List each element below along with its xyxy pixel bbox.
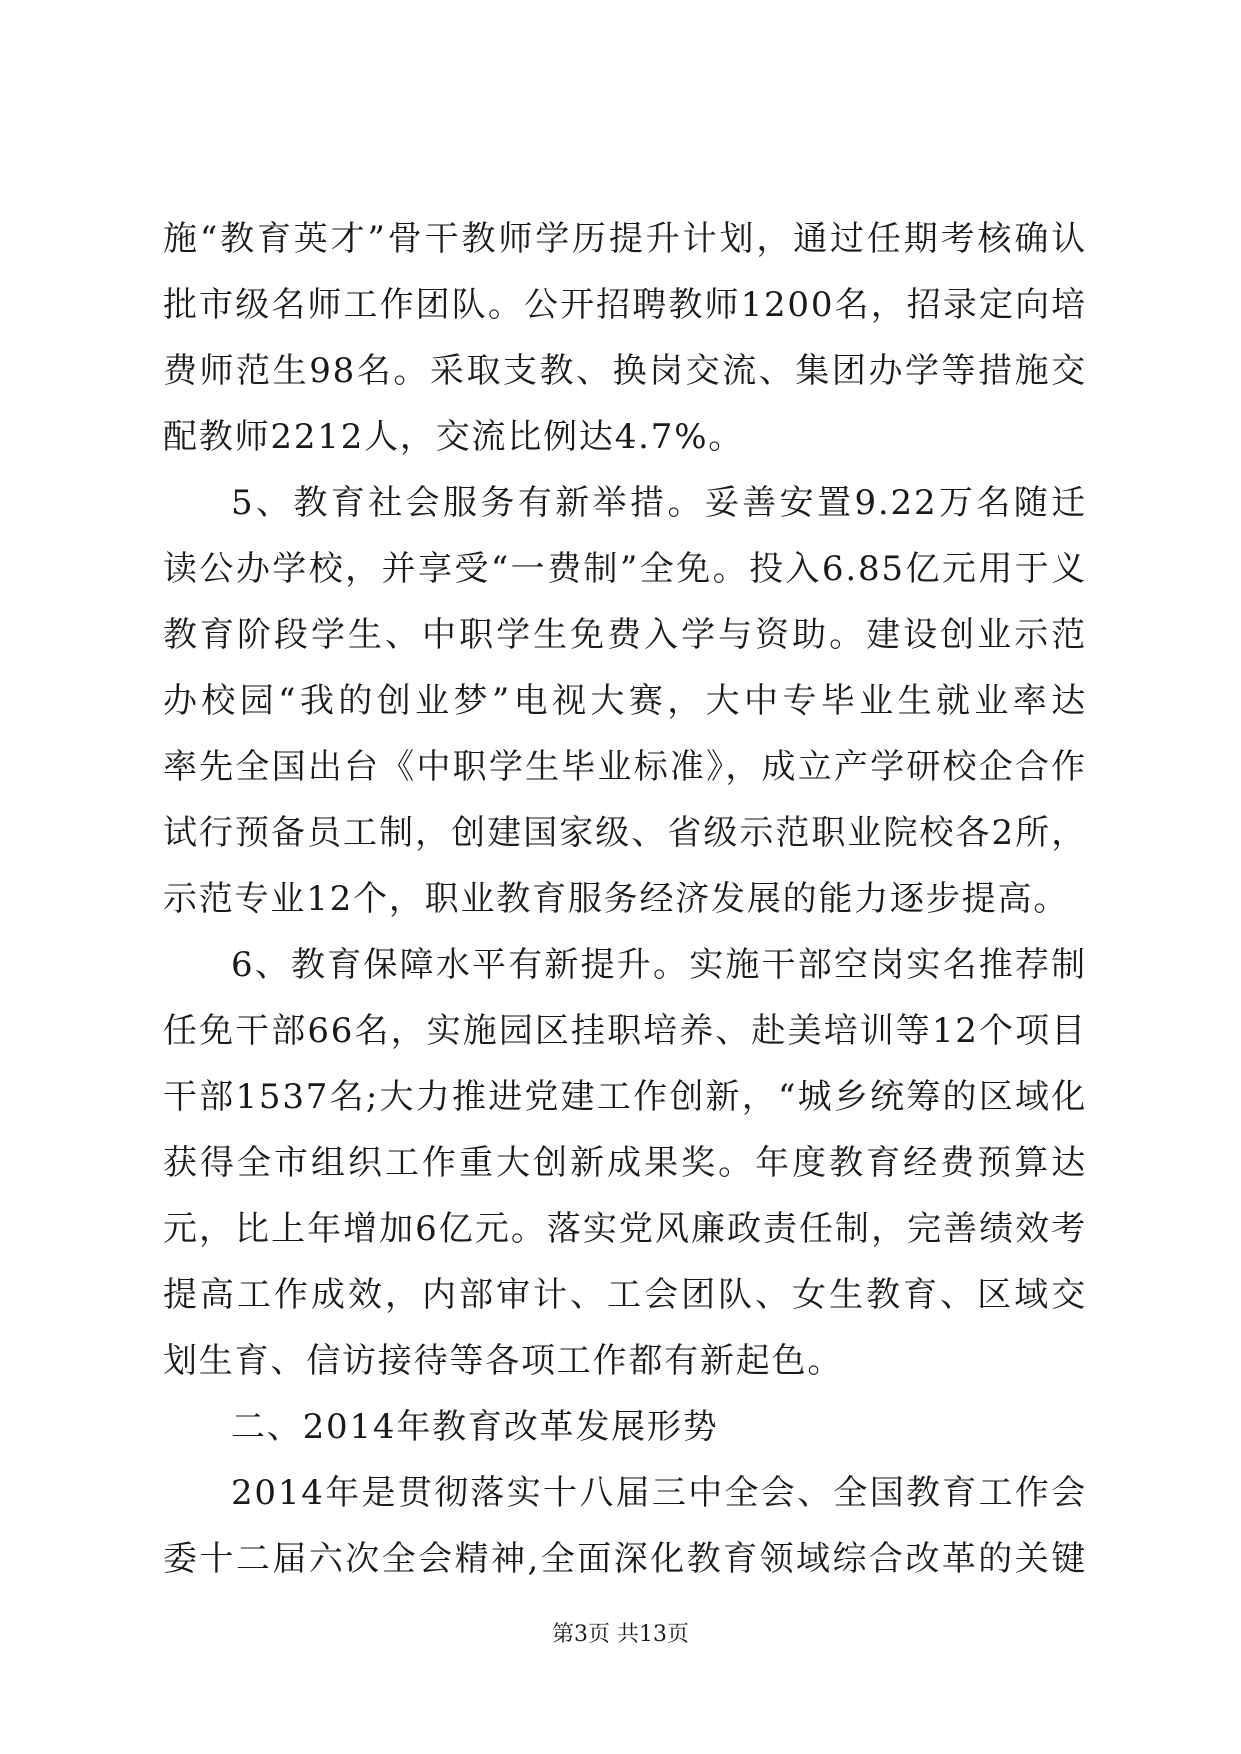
text-line: 批市级名师工作团队。公开招聘教师1200名，招录定向培: [163, 285, 1087, 325]
text-line: 任免干部66名，实施园区挂职培养、赴美培训等12个项目: [163, 1011, 1087, 1051]
text-line: 费师范生98名。采取支教、换岗交流、集团办学等措施交: [163, 351, 1087, 391]
document-body: [163, 206, 1087, 1592]
text-line: 委十二届六次全会精神,全面深化教育领域综合改革的关键: [163, 1539, 1087, 1579]
text-line: 办校园“我的创业梦”电视大赛，大中专毕业生就业率达: [163, 681, 1087, 721]
text-line: 示范专业12个，职业教育服务经济发展的能力逐步提高。: [163, 879, 1070, 919]
text-line: 元，比上年增加6亿元。落实党风廉政责任制，完善绩效考: [163, 1209, 1087, 1249]
text-line: 配教师2212人，交流比例达4.7%。: [163, 417, 745, 457]
text-line: 6、教育保障水平有新提升。实施干部空岗实名推荐制: [231, 945, 1087, 985]
page-footer: [0, 1620, 1241, 1650]
text-line: 试行预备员工制，创建国家级、省级示范职业院校各2所，: [163, 813, 1087, 853]
page-number-label: 第3页 共13页: [552, 1622, 689, 1647]
text-line: 提高工作成效，内部审计、工会团队、女生教育、区域交: [163, 1275, 1087, 1315]
text-line: 获得全市组织工作重大创新成果奖。年度教育经费预算达: [163, 1143, 1087, 1183]
text-line: 干部1537名;大力推进党建工作创新，“城乡统筹的区域化: [163, 1077, 1087, 1117]
text-line: 划生育、信访接待等各项工作都有新起色。: [163, 1341, 844, 1381]
text-line: 二、2014年教育改革发展形势: [231, 1407, 719, 1447]
text-line: 5、教育社会服务有新举措。妥善安置9.22万名随迁: [231, 483, 1087, 523]
text-line: 读公办学校，并享受“一费制”全免。投入6.85亿元用于义: [163, 549, 1087, 589]
text-line: 施“教育英才”骨干教师学历提升计划，通过任期考核确认: [163, 219, 1087, 259]
text-line: 教育阶段学生、中职学生免费入学与资助。建设创业示范: [163, 615, 1087, 655]
text-line: 率先全国出台《中职学生毕业标准》，成立产学研校企合作: [163, 747, 1087, 787]
text-line: 2014年是贯彻落实十八届三中全会、全国教育工作会: [231, 1473, 1087, 1513]
